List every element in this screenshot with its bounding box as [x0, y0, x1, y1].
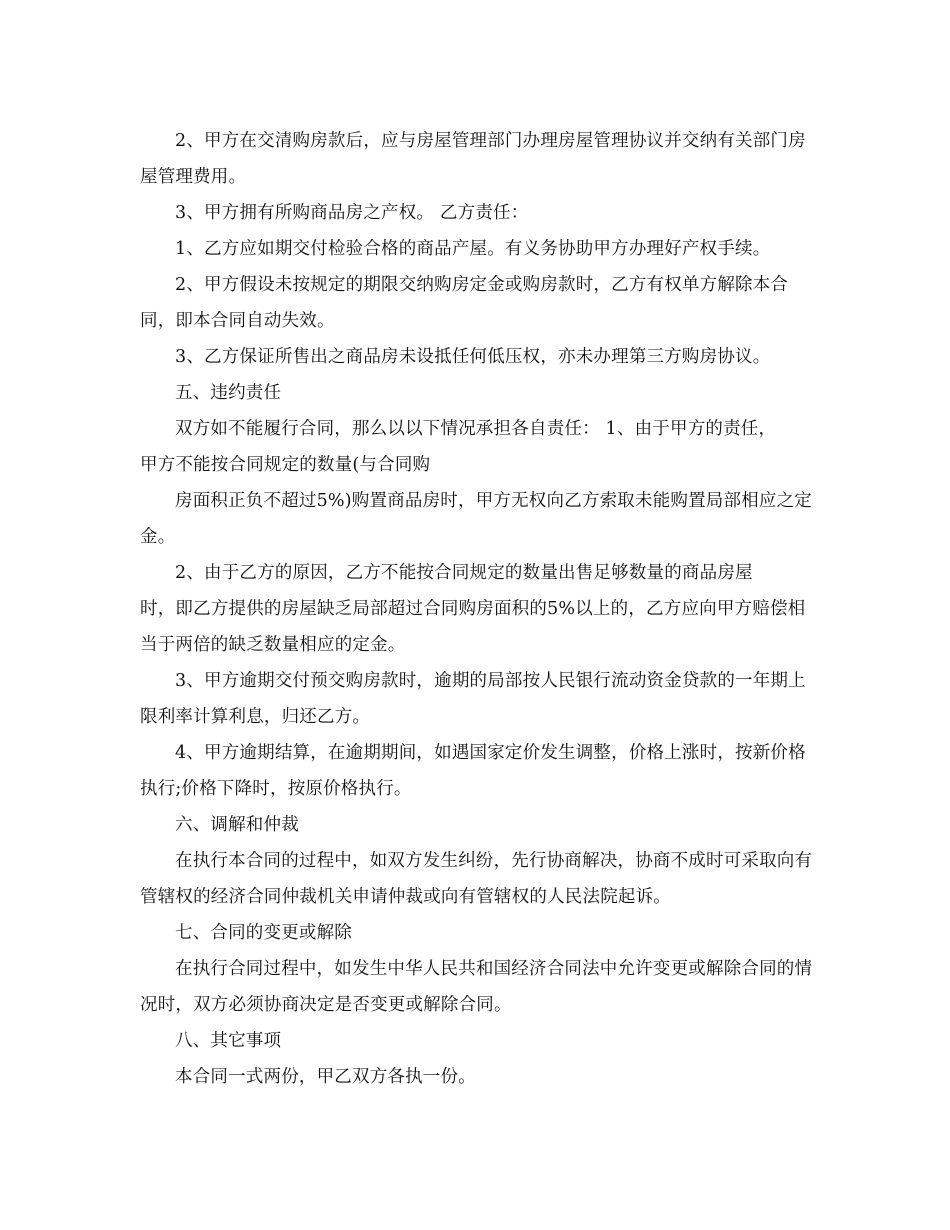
- paragraph-buyer-duty-3: 3、甲方拥有所购商品房之产权。 乙方责任：: [175, 203, 529, 223]
- paragraph-breach-intro: 双方如不能履行合同，那么以以下情况承担各自责任： 1、由于甲方的责任，: [175, 419, 777, 439]
- paragraph-buyer-duty-2: 2、甲方在交清购房款后，应与房屋管理部门办理房屋管理协议并交纳有关部门房屋管理费用。: [140, 131, 806, 187]
- paragraph-breach-continued: 甲方不能按合同规定的数量(与合同购: [140, 455, 431, 475]
- paragraph-seller-duty-2: 2、甲方假设未按规定的期限交纳购房定金或购房款时，乙方有权单方解除本合同，即本合同自动失效。: [140, 275, 789, 331]
- paragraph-breach-area: 房面积正负不超过5%)购置商品房时，甲方无权向乙方索取未能购置局部相应之定金。: [140, 491, 812, 547]
- section-heading-other: 八、其它事项: [175, 1031, 282, 1051]
- paragraph-breach-late-payment: 3、甲方逾期交付预交购房款时，逾期的局部按人民银行流动资金贷款的一年期上限利率计算利息，归还乙方。: [140, 671, 806, 727]
- paragraph-seller-duty-1: 1、乙方应如期交付检验合格的商品产屋。有义务协助甲方办理好产权手续。: [175, 239, 771, 259]
- paragraph-breach-late-settlement: 4、甲方逾期结算，在逾期期间，如遇国家定价发生调整，价格上涨时，按新价格执行;价格下降时，按原价格执行。: [140, 743, 806, 799]
- paragraph-breach-seller-continued: 时，即乙方提供的房屋缺乏局部超过合同购房面积的5%以上的，乙方应向甲方赔偿相当于两倍的缺乏数量相应的定金。: [140, 599, 806, 655]
- paragraph-mediation: 在执行本合同的过程中，如双方发生纠纷，先行协商解决，协商不成时可采取向有管辖权的经济合同仲裁机关申请仲裁或向有管辖权的人民法院起诉。: [140, 851, 813, 907]
- paragraph-breach-seller: 2、由于乙方的原因，乙方不能按合同规定的数量出售足够数量的商品房屋: [175, 563, 753, 583]
- section-heading-mediation: 六、调解和仲裁: [175, 815, 299, 835]
- document-body: [140, 123, 820, 1095]
- section-heading-amendment: 七、合同的变更或解除: [175, 923, 352, 943]
- paragraph-amendment: 在执行合同过程中，如发生中华人民共和国经济合同法中允许变更或解除合同的情况时，双方必须协商决定是否变更或解除合同。: [140, 959, 813, 1015]
- section-heading-breach: 五、违约责任: [175, 383, 282, 403]
- paragraph-copies: 本合同一式两份，甲乙双方各执一份。: [175, 1067, 476, 1087]
- paragraph-seller-duty-3: 3、乙方保证所售出之商品房未设抵任何低压权，亦未办理第三方购房协议。: [175, 347, 771, 367]
